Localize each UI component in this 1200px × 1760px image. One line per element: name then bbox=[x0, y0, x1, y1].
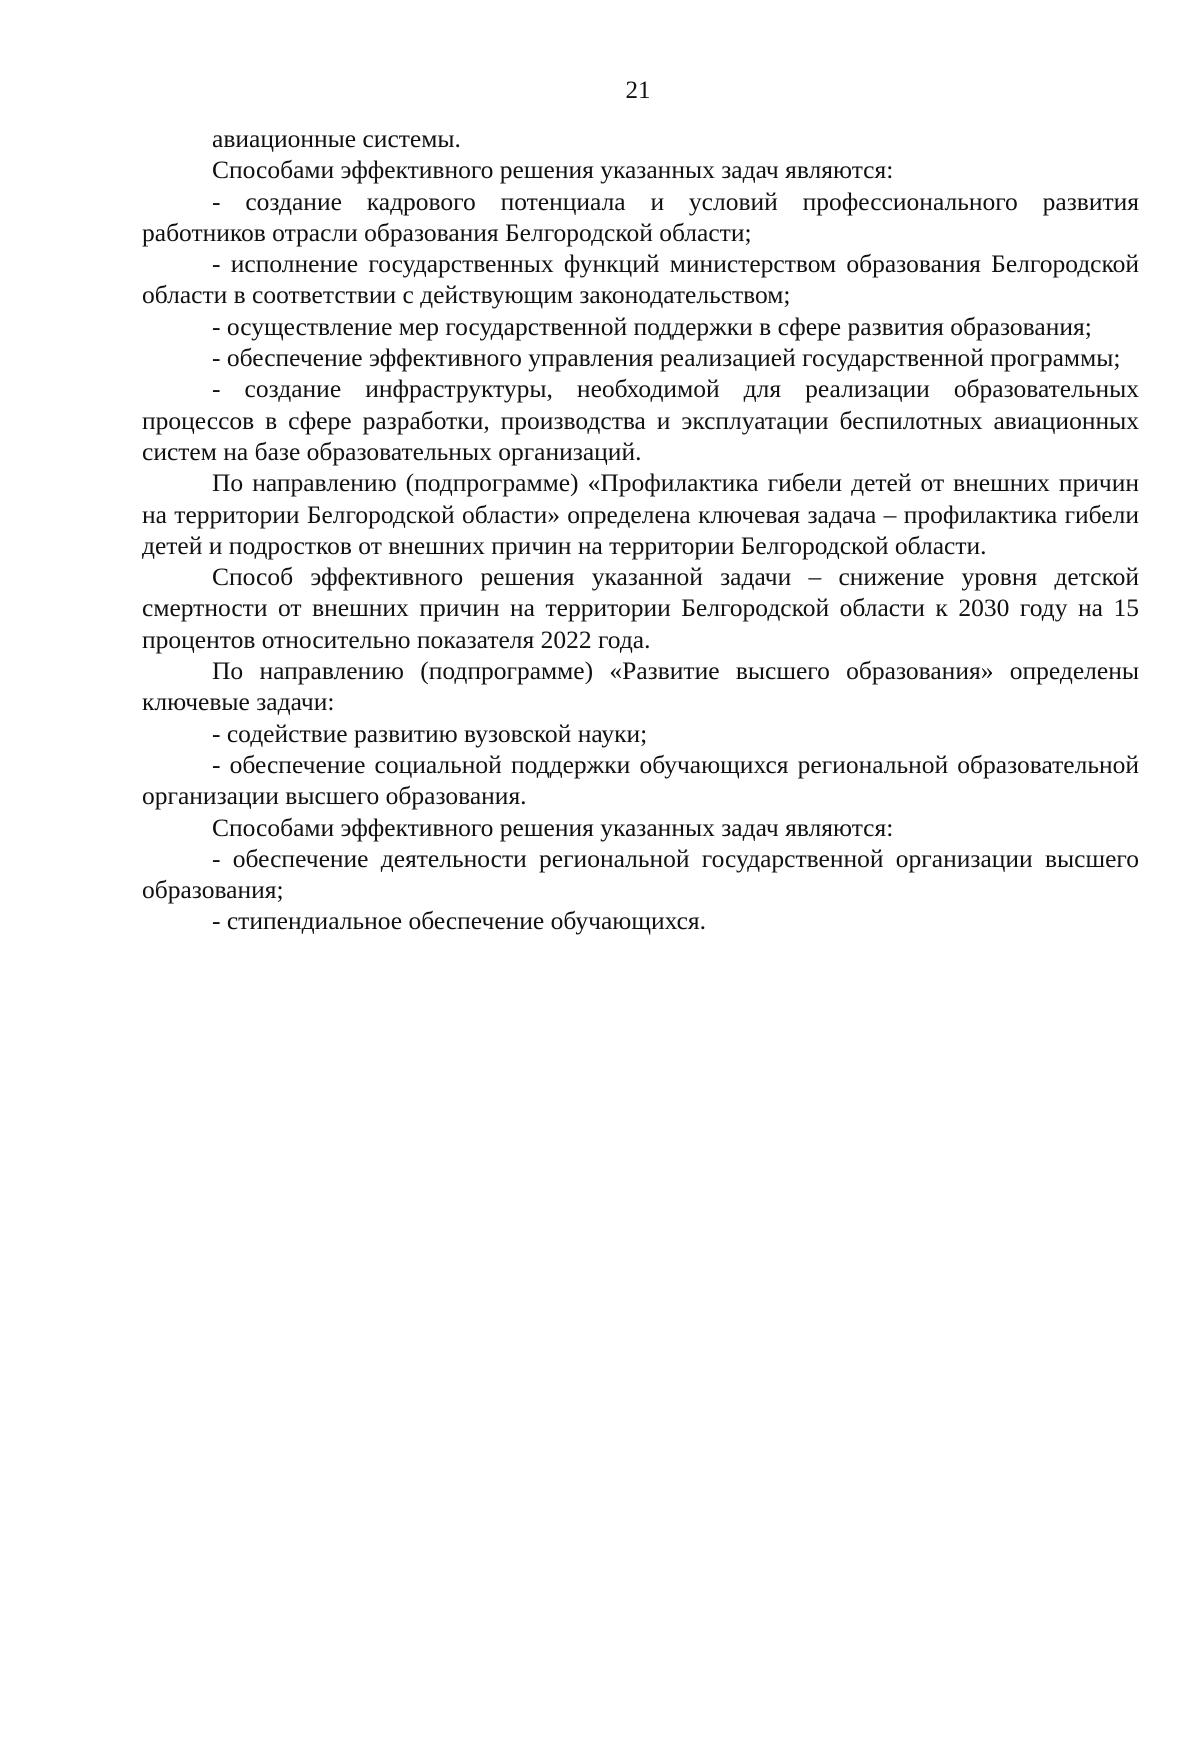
paragraph: Способ эффективного решения указанной задачи – снижение уровня детской смертности от внешних причин на территории Белгородской области к 2030 году на 15 процентов относительно показателя 2022 года. bbox=[142, 562, 1139, 654]
paragraph: Способами эффективного решения указанных задач являются: bbox=[212, 155, 894, 185]
paragraph: По направлению (подпрограмме) «Профилактика гибели детей от внешних причин на территории Белгородской области» определена ключевая задача – профилактика гибели детей и подростков от внешних причин на территории Белгородской области. bbox=[142, 468, 1139, 560]
list-item: - создание кадрового потенциала и условий профессионального развития работников отрасли образования Белгородской области; bbox=[142, 186, 1139, 247]
paragraph: авиационные системы. bbox=[212, 124, 461, 153]
list-item: - осуществление мер государственной поддержки в сфере развития образования; bbox=[212, 311, 1092, 341]
list-item: - обеспечение деятельности региональной государственной организации высшего образования; bbox=[142, 843, 1139, 905]
paragraph: По направлению (подпрограмме) «Развитие высшего образования» определены ключевые задачи: bbox=[142, 656, 1139, 717]
list-item: - исполнение государственных функций министерством образования Белгородской области в соответствии с действующим законодательством; bbox=[142, 249, 1139, 310]
document-body bbox=[142, 123, 1139, 937]
list-item: - создание инфраструктуры, необходимой для реализации образовательных процессов в сфере разработки, производства и эксплуатации беспилотных авиационных систем на базе образовательных организаций. bbox=[142, 374, 1139, 466]
page-number: 21 bbox=[625, 77, 651, 104]
paragraph: Способами эффективного решения указанных задач являются: bbox=[212, 812, 894, 842]
list-item: - содействие развитию вузовской науки; bbox=[212, 718, 648, 748]
list-item: - обеспечение социальной поддержки обучающихся региональной образовательной организации высшего образования. bbox=[142, 749, 1139, 811]
list-item: - обеспечение эффективного управления реализацией государственной программы; bbox=[212, 343, 1121, 373]
list-item: - стипендиальное обеспечение обучающихся. bbox=[212, 906, 707, 936]
